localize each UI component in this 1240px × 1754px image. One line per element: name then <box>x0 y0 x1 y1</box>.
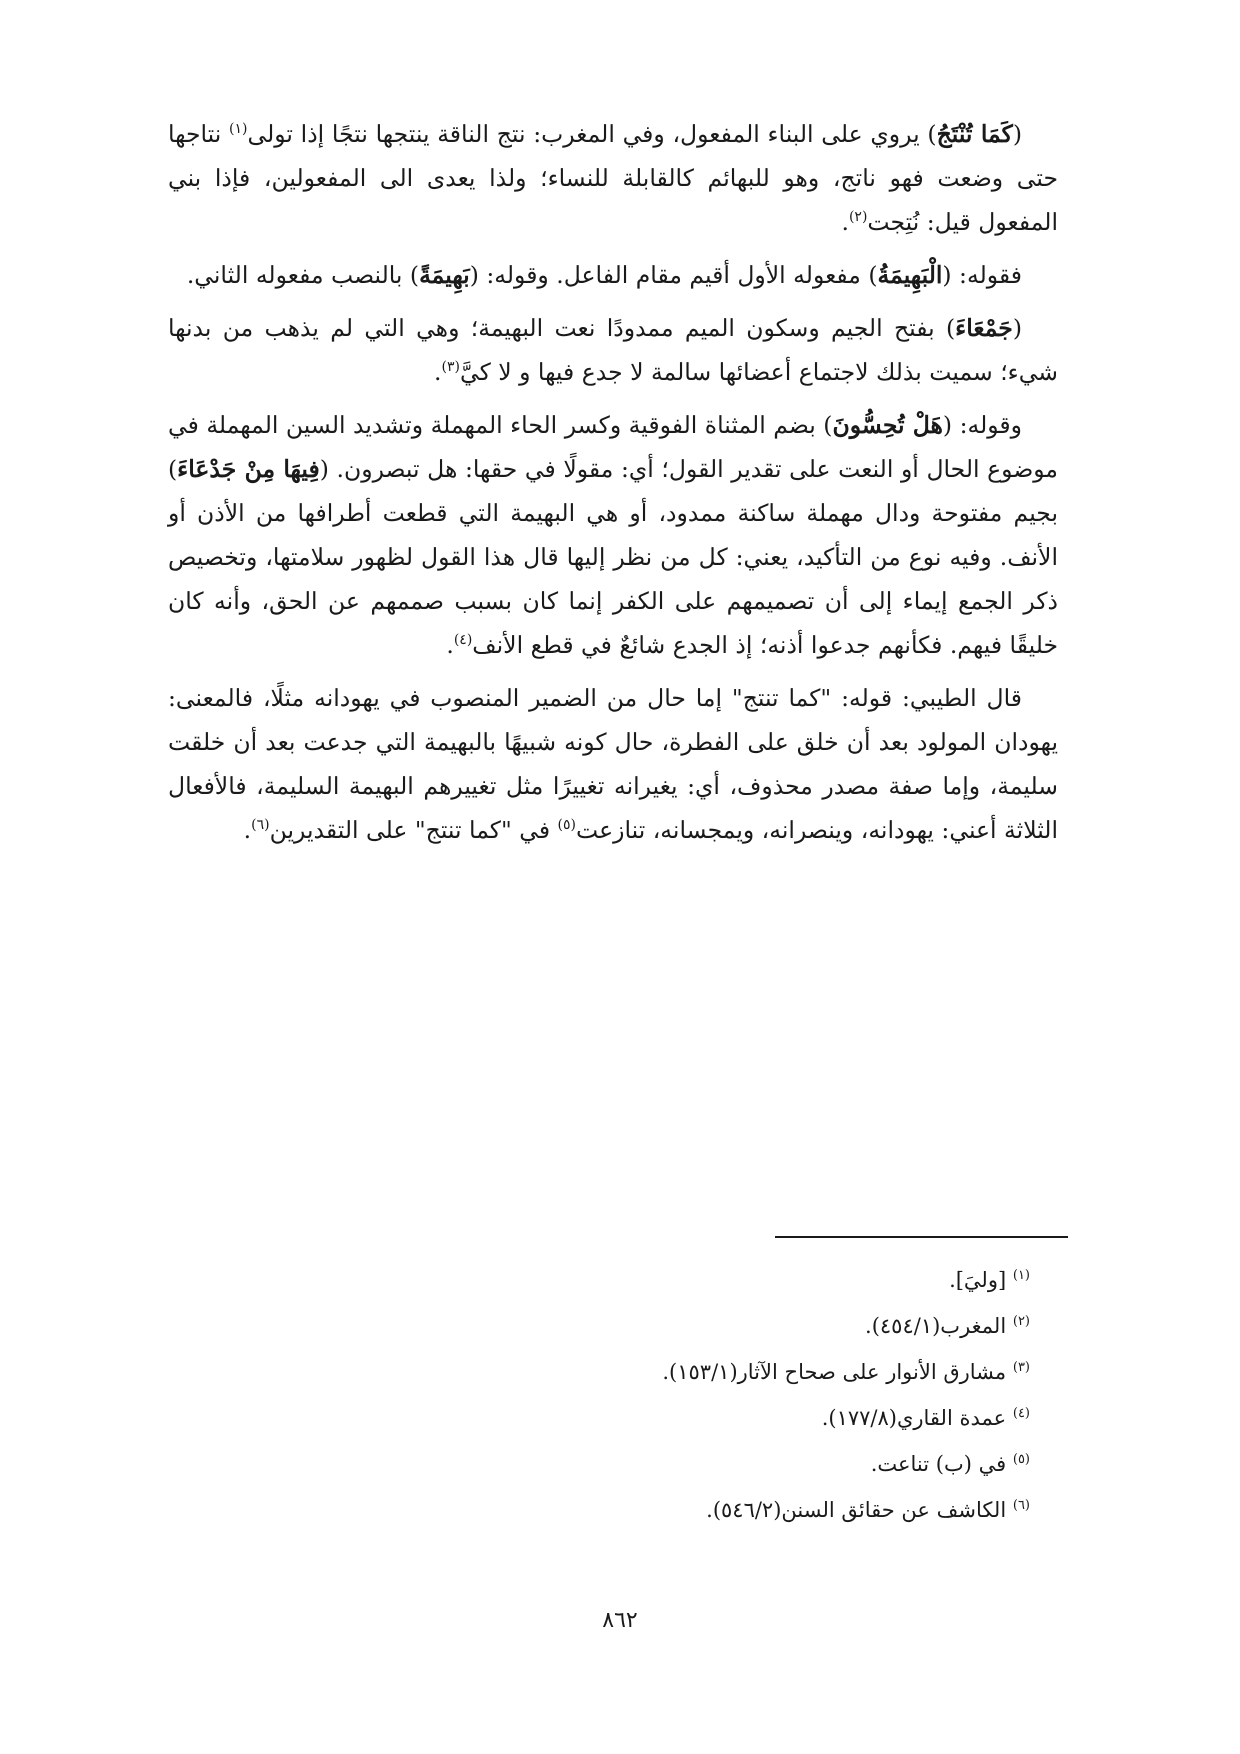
footnote-text: المغرب(٤٥٤/١). <box>865 1314 1007 1338</box>
bold-term: جَمْعَاءَ <box>955 314 1013 342</box>
paragraph-text: في "كما تنتج" على التقديرين <box>269 816 558 844</box>
paragraph-text: نتاجها حتى وضعت فهو ناتج، وهو للبهائم كالقابلة للنساء؛ ولذا يعدى الى المفعولين، فإذا بني المفعول قيل: نُتِجت <box>168 120 1058 236</box>
footnote-2 <box>168 1306 1058 1346</box>
paragraph-4 <box>168 403 1058 667</box>
footnote-marker: (١) <box>1012 1268 1030 1283</box>
footnote-6 <box>168 1490 1058 1530</box>
footnote-marker: (٤) <box>1012 1406 1030 1421</box>
paragraph-text: يروي على البناء المفعول، وفي المغرب: نتج الناقة ينتجها نتجًا إذا تولى <box>247 120 928 148</box>
footnotes-section <box>168 1260 1058 1536</box>
paren-close: ) <box>927 120 937 148</box>
paragraph-text: فقوله: ( <box>942 261 1022 289</box>
bold-term: الْبَهِيمَةُ <box>877 261 943 289</box>
footnote-marker: (٥) <box>1012 1452 1030 1467</box>
paragraph-3 <box>168 306 1058 394</box>
footnote-text: مشارق الأنوار على صحاح الآثار(١٥٣/١). <box>662 1360 1007 1384</box>
paragraph-text: ) بفتح الجيم وسكون الميم ممدودًا نعت البهيمة؛ وهي التي لم يذهب من بدنها شيء؛ سميت بذلك لاجتماع أعضائها سالمة لا جدع فيها و لا كيَّ <box>168 314 1058 386</box>
footnote-ref-4[interactable]: (٤) <box>453 632 473 649</box>
bold-term: هَلْ تُحِسُّونَ <box>832 411 943 439</box>
footnote-marker: (٢) <box>1012 1314 1030 1329</box>
main-text-body <box>168 112 1058 861</box>
paragraph-text: ) بضم المثناة الفوقية وكسر الحاء المهملة وتشديد السين المهملة في موضوع الحال أو النعت على تقدير القول؛ أي: مقولًا في حقها: هل تبصرون. ( <box>168 411 1058 483</box>
paragraph-text: ) بجيم مفتوحة ودال مهملة ساكنة ممدود، أو هي البهيمة التي قطعت أطرافها من الأذن أو الأنف. وفيه نوع من التأكيد، يعني: كل من نظر إليها قال هذا القول لظهور سلامتها، وتخصيص ذكر الجمع إيماء إلى أن تصميمهم على الكفر إنما كان بسبب صممهم عن الحق، وأنه كان خليقًا فيهم. فكأنهم جدعوا أذنه؛ إذ الجدع شائعٌ في قطع الأنف <box>168 455 1058 659</box>
footnote-text: [وليَ]. <box>949 1268 1007 1292</box>
page-number: ٨٦٢ <box>602 1608 638 1633</box>
paren-open: ( <box>1012 120 1022 148</box>
footnote-ref-6[interactable]: (٦) <box>251 817 270 834</box>
footnote-marker: (٣) <box>1012 1360 1030 1375</box>
footnote-3 <box>168 1352 1058 1392</box>
paragraph-5 <box>168 676 1058 852</box>
paragraph-text: ) بالنصب مفعوله الثاني. <box>186 261 420 289</box>
bold-term: كَمَا تُنْتَجُ <box>936 120 1013 148</box>
footnote-ref-2[interactable]: (٢) <box>848 209 868 226</box>
paragraph-1 <box>168 112 1058 244</box>
footnote-ref-3[interactable]: (٣) <box>441 359 460 376</box>
footnote-5 <box>168 1444 1058 1484</box>
period: . <box>446 631 454 659</box>
footnote-1 <box>168 1260 1058 1300</box>
bold-term: فِيهَا مِنْ جَدْعَاءَ <box>177 455 320 483</box>
footnote-separator <box>775 1236 1068 1238</box>
footnote-ref-5[interactable]: (٥) <box>557 817 577 834</box>
period: . <box>243 816 252 844</box>
paragraph-text: وقوله: ( <box>942 411 1022 439</box>
paragraph-text: ) مفعوله الأول أقيم مقام الفاعل. وقوله: ( <box>469 261 878 289</box>
footnote-text: في (ب) تناعت. <box>870 1452 1007 1476</box>
paragraph-2 <box>168 253 1058 297</box>
bold-term: بَهِيمَةً <box>419 261 470 289</box>
footnote-text: الكاشف عن حقائق السنن(٥٤٦/٢). <box>706 1498 1007 1522</box>
footnote-marker: (٦) <box>1012 1498 1030 1513</box>
paragraph-text: قال الطيبي: قوله: "كما تنتج" إما حال من الضمير المنصوب في يهودانه مثلًا، فالمعنى: يهودان المولود بعد أن خلق على الفطرة، حال كونه شبيهًا بالبهيمة التي جدعت بعد أن خلقت سليمة، وإما صفة مصدر محذوف، أي: يغيرانه تغييرًا مثل تغييرهم البهيمة السليمة، فالأفعال الثلاثة أعني: يهودانه، وينصرانه، ويمجسانه، تنازعت <box>168 684 1058 844</box>
footnote-ref-1[interactable]: (١) <box>229 121 248 138</box>
period: . <box>841 208 849 236</box>
footnote-text: عمدة القاري(١٧٧/٨). <box>821 1406 1007 1430</box>
paren-open: ( <box>1012 314 1022 342</box>
footnote-4 <box>168 1398 1058 1438</box>
period: . <box>434 358 442 386</box>
